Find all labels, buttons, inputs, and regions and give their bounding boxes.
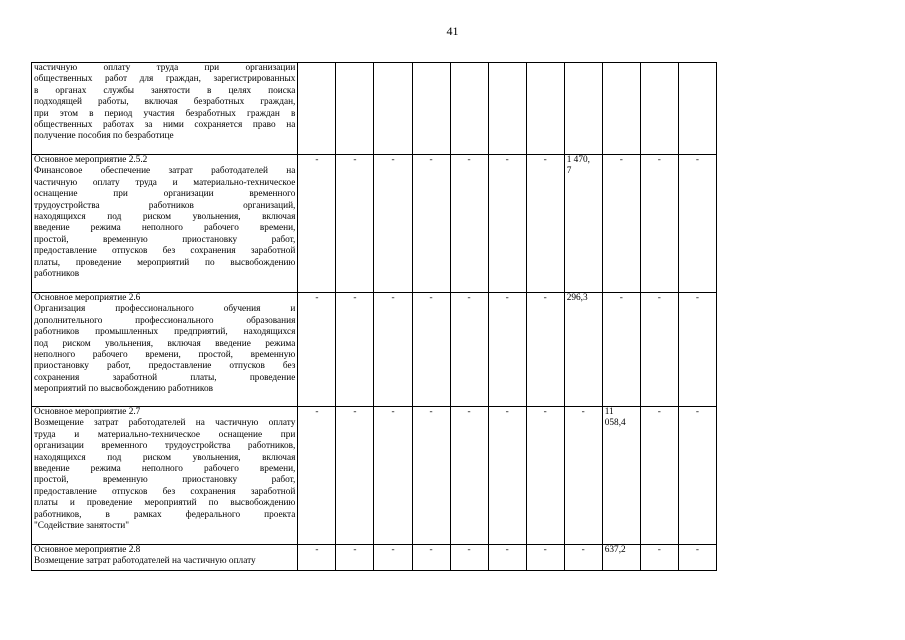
description-line: работников промышленных предприятий, находящихся xyxy=(34,327,296,338)
value-cell: - xyxy=(298,155,336,293)
description-line: Возмещение затрат работодателей на частичную оплату xyxy=(34,418,296,429)
description-line: простой, временную приостановку работ, xyxy=(34,234,296,245)
value-cell: - xyxy=(640,293,678,407)
description-line: находящихся под риском увольнения, включая xyxy=(34,452,296,463)
measure-description xyxy=(32,63,298,155)
value-cell xyxy=(678,63,716,155)
value-cell: - xyxy=(640,545,678,571)
table-row xyxy=(32,155,717,293)
description-line: Основное мероприятие 2.8 xyxy=(34,545,141,555)
value-cell: - xyxy=(450,407,488,545)
value-cell: - xyxy=(678,545,716,571)
description-line: Организация профессионального обучения и xyxy=(34,304,296,315)
value-cell: - xyxy=(488,407,526,545)
value-cell: 296,3 xyxy=(564,293,602,407)
value-cell: - xyxy=(298,545,336,571)
value-cell: - xyxy=(336,407,374,545)
description-line: платы и проведение мероприятий по высвобождению xyxy=(34,498,296,509)
measure-description xyxy=(32,293,298,407)
value-cell: - xyxy=(336,545,374,571)
value-cell: - xyxy=(374,293,412,407)
value-cell: - xyxy=(526,545,564,571)
description-line: общественных работах за ними сохраняется право на xyxy=(34,120,296,131)
value-cell: - xyxy=(640,407,678,545)
table-row xyxy=(32,293,717,407)
value-cell: - xyxy=(450,545,488,571)
description-line: Основное мероприятие 2.6 xyxy=(34,293,141,303)
measure-description xyxy=(32,545,298,571)
value-cell xyxy=(374,63,412,155)
value-cell: - xyxy=(450,293,488,407)
value-cell: - xyxy=(526,407,564,545)
description-line: Финансовое обеспечение затрат работодателей на xyxy=(34,166,296,177)
value-cell: - xyxy=(488,545,526,571)
value-cell: - xyxy=(488,293,526,407)
value-cell: - xyxy=(450,155,488,293)
description-line: работников, в рамках федерального проекта xyxy=(34,509,296,520)
value-cell: - xyxy=(526,155,564,293)
value-cell: 637,2 xyxy=(602,545,640,571)
page-number: 41 xyxy=(446,24,459,38)
description-line: простой, временную приостановку работ, xyxy=(34,475,296,486)
value-cell xyxy=(412,63,450,155)
value-cell: - xyxy=(298,407,336,545)
value-cell: 1 470, 7 xyxy=(564,155,602,293)
value-cell xyxy=(564,63,602,155)
description-line: труда и материально-техническое оснащение при xyxy=(34,429,296,440)
description-line: организации временного трудоустройства работников, xyxy=(34,441,296,452)
table-row xyxy=(32,63,717,155)
description-line: мероприятий по высвобождению работников xyxy=(34,384,213,395)
value-cell: - xyxy=(412,545,450,571)
table-row xyxy=(32,545,717,571)
description-line: предоставление отпусков без сохранения заработной xyxy=(34,246,296,257)
description-line: введение режима неполного рабочего времени, xyxy=(34,464,296,475)
description-line: находящихся под риском увольнения, включая xyxy=(34,212,296,223)
description-line: дополнительного профессионального образования xyxy=(34,315,296,326)
value-cell xyxy=(526,63,564,155)
description-line: неполного рабочего времени, простой, временную xyxy=(34,350,296,361)
value-cell xyxy=(640,63,678,155)
description-line: Возмещение затрат работодателей на частичную оплату xyxy=(34,556,256,567)
description-line: оснащение при организации временного xyxy=(34,189,296,200)
value-cell xyxy=(488,63,526,155)
description-line: частичную оплату труда при организации xyxy=(34,63,296,73)
description-line: получение пособия по безработице xyxy=(34,131,174,142)
value-cell xyxy=(336,63,374,155)
value-cell: - xyxy=(488,155,526,293)
description-line: в органах службы занятости в целях поиска xyxy=(34,85,296,96)
measure-description xyxy=(32,407,298,545)
description-line: общественных работ для граждан, зарегистрированных xyxy=(34,74,296,85)
description-line: трудоустройства работников организаций, xyxy=(34,200,296,211)
value-cell: - xyxy=(374,545,412,571)
measure-description xyxy=(32,155,298,293)
value-cell: - xyxy=(412,293,450,407)
value-cell: 11 058,4 xyxy=(602,407,640,545)
budget-table xyxy=(31,62,717,571)
description-line: сохранения заработной платы, проведение xyxy=(34,372,296,383)
value-cell: - xyxy=(374,407,412,545)
value-cell: - xyxy=(336,293,374,407)
value-cell: - xyxy=(336,155,374,293)
value-cell: - xyxy=(678,407,716,545)
description-line: платы, проведение мероприятий по высвобождению xyxy=(34,257,296,268)
value-cell: - xyxy=(374,155,412,293)
description-line: предоставление отпусков без сохранения заработной xyxy=(34,486,296,497)
value-cell xyxy=(602,63,640,155)
value-cell xyxy=(298,63,336,155)
description-line: подходящей работы, включая безработных граждан, xyxy=(34,97,296,108)
description-line: Основное мероприятие 2.7 xyxy=(34,407,141,417)
value-cell: - xyxy=(298,293,336,407)
description-line: при этом в период участия безработных граждан в xyxy=(34,108,296,119)
value-cell: - xyxy=(602,293,640,407)
value-cell: - xyxy=(640,155,678,293)
value-cell: - xyxy=(678,155,716,293)
value-cell: - xyxy=(412,155,450,293)
description-line: Основное мероприятие 2.5.2 xyxy=(34,155,148,165)
value-cell: - xyxy=(564,545,602,571)
description-line: приостановку работ, предоставление отпусков без xyxy=(34,361,296,372)
description-line: под риском увольнения, включая введение режима xyxy=(34,338,296,349)
value-cell: - xyxy=(526,293,564,407)
description-line: "Содействие занятости" xyxy=(34,521,130,532)
value-cell: - xyxy=(412,407,450,545)
value-cell: - xyxy=(678,293,716,407)
value-cell: - xyxy=(564,407,602,545)
description-line: работников xyxy=(34,269,80,280)
value-cell xyxy=(450,63,488,155)
table-row xyxy=(32,407,717,545)
description-line: введение режима неполного рабочего времени, xyxy=(34,223,296,234)
value-cell: - xyxy=(602,155,640,293)
description-line: частичную оплату труда и материально-техническое xyxy=(34,177,296,188)
